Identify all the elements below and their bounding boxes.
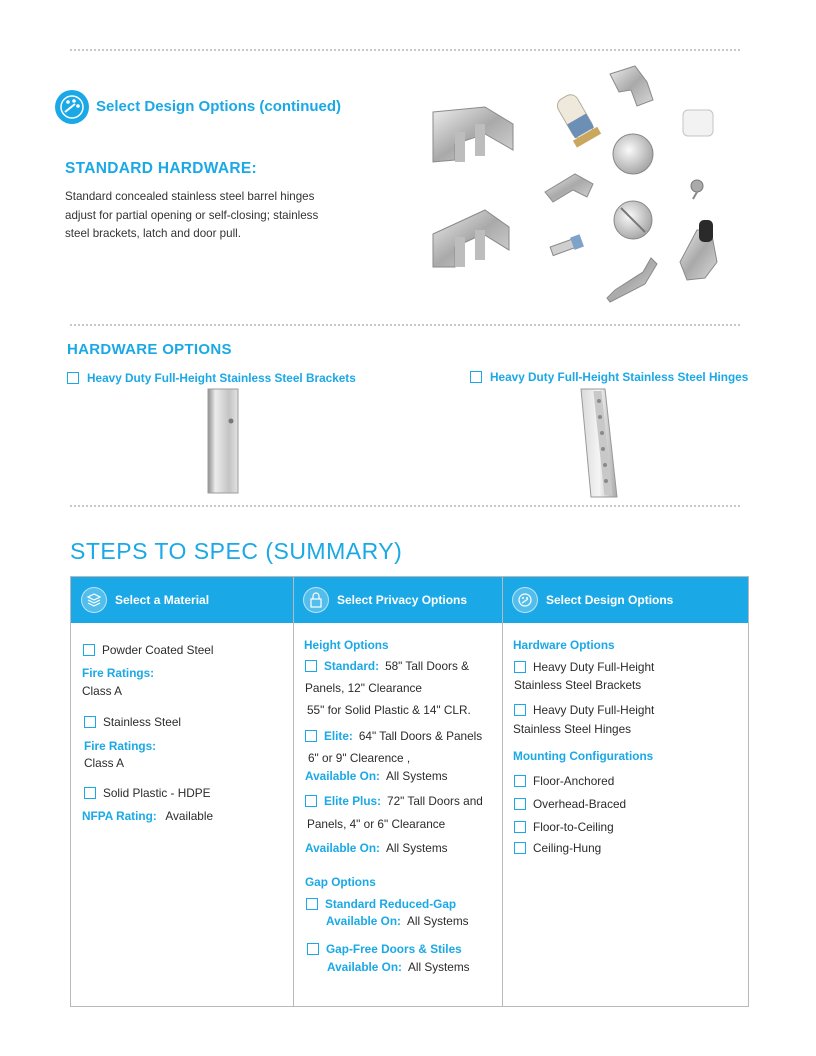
elite-plus-checkbox[interactable] [305,795,317,807]
fire-ratings-value-2: Class A [84,756,124,770]
fire-ratings-label-2: Fire Ratings: [84,739,157,753]
hinges-label: Heavy Duty Full-Height Stainless Steel Hinges [490,370,749,384]
material-powder[interactable] [83,643,213,657]
divider-bottom [70,505,740,507]
gap-free[interactable] [307,942,462,956]
height-elite-plus[interactable] [305,794,483,808]
header-design [512,577,673,623]
nfpa-label: NFPA Rating: [82,809,157,823]
bracket-2 [433,210,509,267]
design-hinges-line-1: Heavy Duty Full-Height [533,703,655,717]
gap-free-label: Gap-Free Doors & Stiles [326,942,462,956]
standard-checkbox[interactable] [305,660,317,672]
header-material-label: Select a Material [115,593,210,607]
height-standard[interactable] [305,659,469,673]
design-hinges-line-2: Stainless Steel Hinges [513,722,632,736]
ceiling-hung-checkbox[interactable] [514,842,526,854]
available-on-value: All Systems [407,960,470,974]
elite-label: Elite: [324,729,353,743]
mount-floor-ceiling[interactable] [514,820,614,834]
hdpe-checkbox[interactable] [84,787,96,799]
floor-ceiling-label: Floor-to-Ceiling [533,820,614,834]
palette-icon [55,90,89,124]
elite-plus-label: Elite Plus: [324,794,382,808]
design-brackets-line-2: Stainless Steel Brackets [514,678,642,692]
floor-anchored-label: Floor-Anchored [533,774,615,788]
palette-icon [512,587,538,613]
header-privacy-label: Select Privacy Options [337,593,468,607]
ceiling-hung-label: Ceiling-Hung [533,841,602,855]
elite-plus-line-2: Panels, 4" or 6" Clearance [307,817,446,831]
available-on-label: Available On: [305,769,380,783]
divider-middle [70,324,740,326]
fire-ratings-value-1: Class A [82,684,122,698]
bracket-1 [433,107,513,162]
standard-hardware-description: Standard concealed stainless steel barrel hinges adjust for partial opening or self-closing; stainless steel brackets, latch and door pull. [65,190,319,240]
header-design-label: Select Design Options [546,593,674,607]
gap-standard[interactable] [306,897,456,911]
option-brackets[interactable] [67,371,356,385]
elite-line-1: 64" Tall Doors & Panels [358,729,483,743]
stainless-label: Stainless Steel [103,715,182,729]
layers-icon [81,587,107,613]
elite-availability [305,769,448,783]
stainless-checkbox[interactable] [84,716,96,728]
divider-top [70,49,740,51]
available-on-value: All Systems [406,914,469,928]
design-brackets-checkbox[interactable] [514,661,526,673]
mounting-heading: Mounting Configurations [513,749,654,763]
hdpe-label: Solid Plastic - HDPE [103,786,211,800]
standard-line-3: 55" for Solid Plastic & 14" CLR. [307,703,471,717]
standard-hardware-heading: STANDARD HARDWARE: [65,160,257,177]
standard-line-1: 58" Tall Doors & [385,659,470,673]
overhead-label: Overhead-Braced [533,797,627,811]
height-elite[interactable] [305,729,482,743]
standard-line-2: Panels, 12" Clearance [305,681,422,695]
gap-free-availability [327,960,470,974]
floor-ceiling-checkbox[interactable] [514,821,526,833]
hinges-checkbox[interactable] [470,371,482,383]
floor-anchored-checkbox[interactable] [514,775,526,787]
summary-table [70,576,749,1007]
column-divider-1 [293,577,294,1006]
section-title: Select Design Options (continued) [96,98,342,115]
powder-label: Powder Coated Steel [102,643,214,657]
brackets-label: Heavy Duty Full-Height Stainless Steel Brackets [87,371,356,385]
available-on-label: Available On: [327,960,402,974]
powder-checkbox[interactable] [83,644,95,656]
elite-checkbox[interactable] [305,730,317,742]
mount-ceiling-hung[interactable] [514,841,601,855]
header-material [81,577,209,623]
available-on-label: Available On: [326,914,401,928]
overhead-checkbox[interactable] [514,798,526,810]
available-on-value: All Systems [385,841,448,855]
nfpa-value: Available [165,809,214,823]
option-hinges[interactable] [470,370,748,384]
column-divider-2 [502,577,503,1006]
available-on-label: Available On: [305,841,380,855]
brackets-checkbox[interactable] [67,372,79,384]
mount-floor-anchored[interactable] [514,774,614,788]
design-hinges-checkbox[interactable] [514,704,526,716]
mount-overhead[interactable] [514,797,626,811]
design-brackets[interactable] [514,660,654,674]
bracket-photo [200,387,246,497]
header-privacy [303,577,467,623]
lock-icon [303,587,329,613]
design-brackets-line-1: Heavy Duty Full-Height [533,660,655,674]
gap-standard-label: Standard Reduced-Gap [325,897,457,911]
elite-line-2: 6" or 9" Clearence , [308,751,411,765]
hardware-options-heading: HARDWARE OPTIONS [67,341,232,358]
elite-plus-line-1: 72" Tall Doors and [387,794,483,808]
gap-standard-checkbox[interactable] [306,898,318,910]
design-hinges[interactable] [514,703,654,717]
fire-ratings-label-1: Fire Ratings: [82,666,155,680]
steps-title: STEPS TO SPEC (SUMMARY) [70,538,403,564]
elite-plus-availability [305,841,448,855]
gap-free-checkbox[interactable] [307,943,319,955]
gap-options-heading: Gap Options [305,875,376,889]
hardware-photo [425,62,755,312]
material-stainless[interactable] [84,715,181,729]
gap-standard-availability [326,914,469,928]
hinge-photo [575,387,625,499]
nfpa-rating [82,809,213,823]
available-on-value: All Systems [385,769,448,783]
standard-label: Standard: [324,659,380,673]
design-hardware-heading: Hardware Options [513,638,615,652]
material-hdpe[interactable] [84,786,211,800]
height-options-heading: Height Options [304,638,389,652]
